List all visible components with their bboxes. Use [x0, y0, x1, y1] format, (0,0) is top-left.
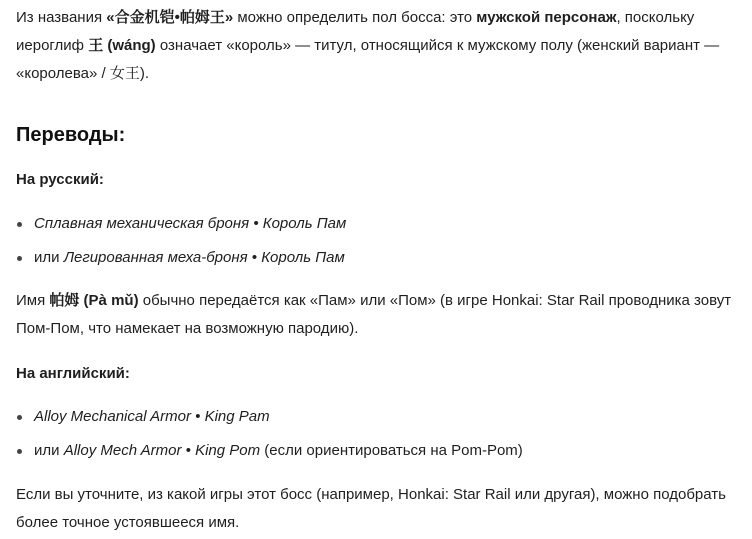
english-heading: На английский:: [16, 365, 130, 382]
russian-translations-list: [16, 210, 346, 278]
closing-paragraph: Если вы уточните, из какой игры этот босс (например, Honkai: Star Rail или другая), можно подобрать более точное устоявшееся имя.: [16, 486, 726, 531]
bullet-icon: [17, 222, 22, 227]
list-item-text: Легированная меха-броня • Король Пам: [63, 249, 345, 266]
pamu-characters: 帕姆 (Pà mǔ): [49, 292, 139, 309]
list-item-suffix: (если ориентироваться на Pom-Pom): [260, 442, 523, 459]
intro-paragraph: [16, 4, 748, 88]
name-note-paragraph: [16, 287, 748, 343]
name-note-text-2: обычно передаётся как «Пам» или «Пом» (в игре Honkai: Star Rail проводника зовут Пом-Пом, что намекает на возможную пародию).: [16, 292, 732, 337]
bullet-icon: [17, 449, 22, 454]
russian-heading: На русский:: [16, 171, 104, 188]
list-item-text: Сплавная механическая броня • Король Пам: [34, 215, 347, 232]
intro-text-2: можно определить пол босса: это: [233, 9, 477, 26]
english-translations-list: [16, 403, 523, 471]
list-item: [16, 437, 523, 471]
list-item-prefix: или: [34, 249, 64, 266]
intro-text-1: Из названия: [16, 9, 107, 26]
list-item-text: Alloy Mech Armor • King Pom: [63, 442, 261, 459]
list-item-text: Alloy Mechanical Armor • King Pam: [34, 408, 270, 425]
bullet-icon: [17, 256, 22, 261]
male-character-emphasis: мужской персонаж: [476, 9, 617, 26]
name-note-text-1: Имя: [16, 292, 50, 309]
boss-name-chinese: «合金机铠•帕姆王»: [106, 9, 234, 26]
list-item-prefix: или: [34, 442, 64, 459]
list-item: [16, 244, 346, 278]
bullet-icon: [17, 415, 22, 420]
intro-text-3: , поскольку иероглиф: [16, 9, 695, 54]
wang-character: 王 (wáng): [88, 37, 156, 54]
list-item: [16, 210, 346, 244]
list-item: [16, 403, 523, 437]
intro-text-4: означает «король» — титул, относящийся к мужскому полу (женский вариант — «королева» / 女王).: [16, 37, 720, 82]
translations-heading: Переводы:: [16, 124, 126, 146]
